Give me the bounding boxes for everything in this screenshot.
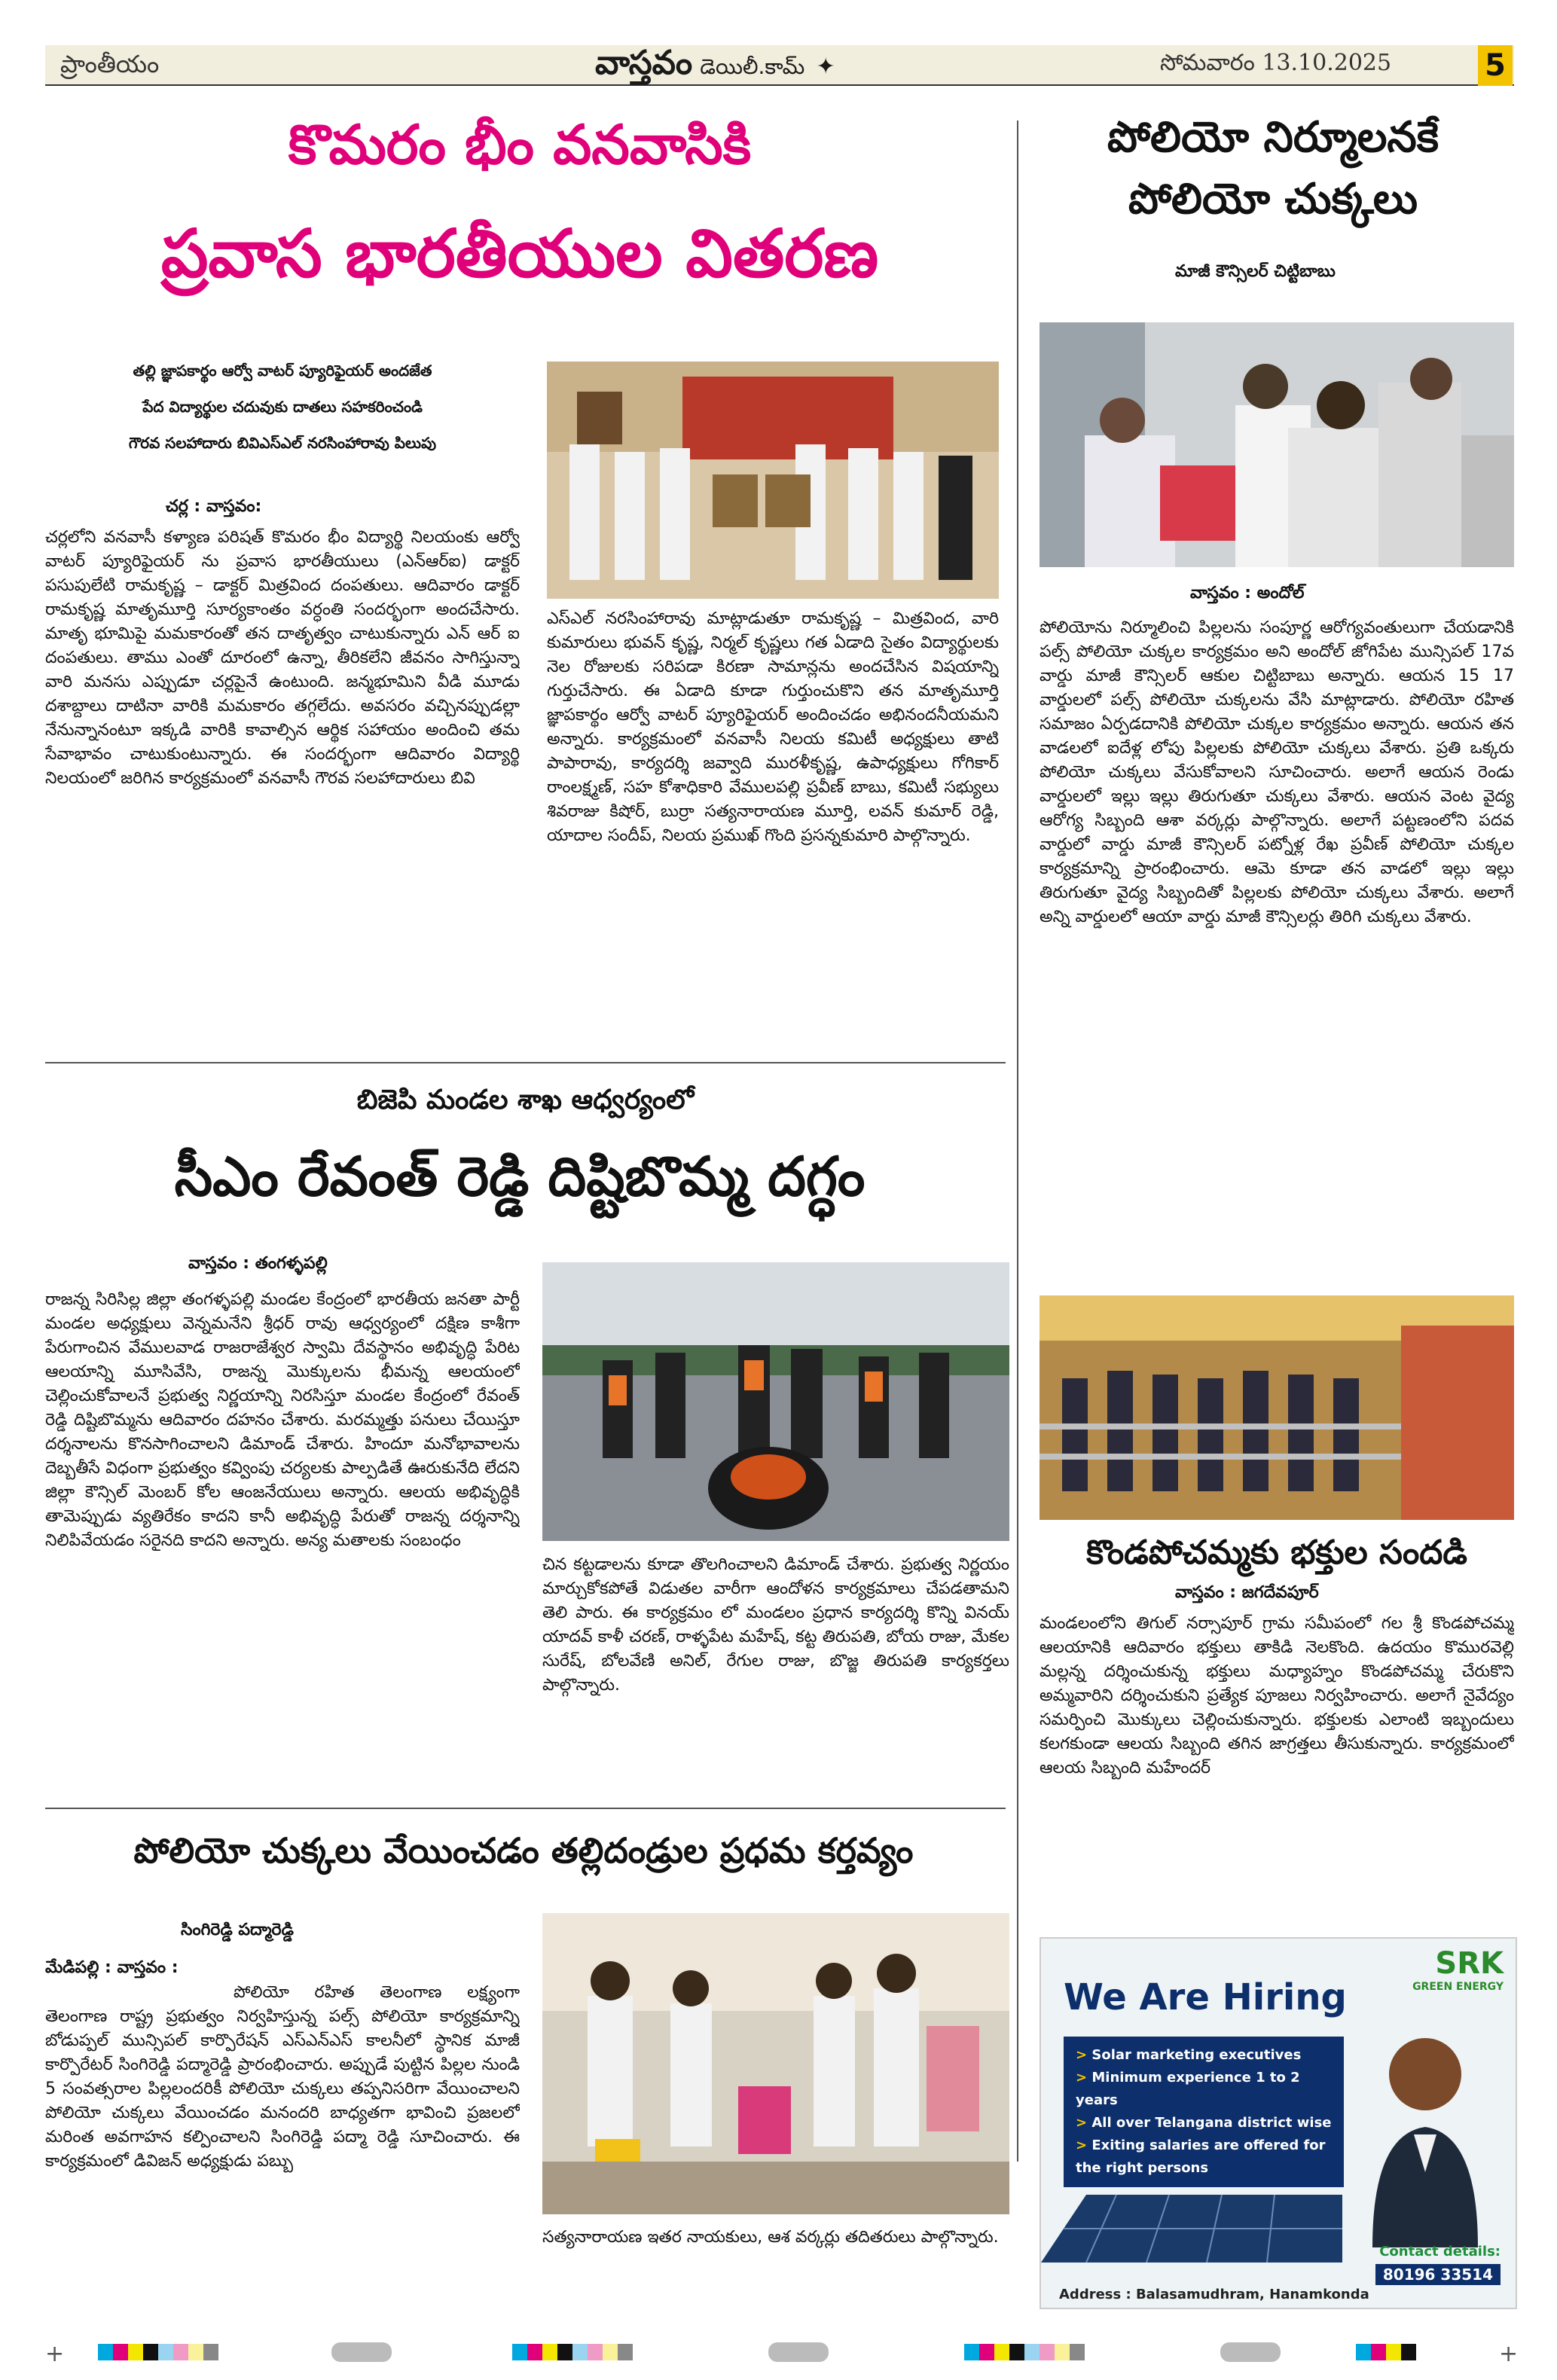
- vanavasi-col-2: ఎస్ఎల్ నరసింహారావు మాట్లాడుతూ రామకృష్ణ – మిత్రవింద, వారి కుమారులు భువన్ కృష్ణ, నిర్మల్ కృష్ణలు గత ఏడాది సైతం విద్యార్థులకు నెల రోజులకు సరిపడా కిరణా సామాన్లను అందచేసిన విషయాన్ని గుర్తుచేసారు. ఈ ఏడాది కూడా గుర్తుంచుకొని తన మాతృమూర్తి జ్ఞాపకార్థం ఆర్వో వాటర్ ప్యూరిఫైయర్ అందించడం అభినందనీయమని అన్నారు. కార్యక్రమంలో వనవాసీ నిలయ కమిటీ అధ్యక్షులు తాటి పాపారావు, కార్యదర్శి జవ్వాది మురళీకృష్ణ, ఉపాధ్యక్షులు గోగికార్ రాంలక్ష్మణ్, సహ కోశాధికారి వేములపల్లి ప్రవీణ్ బాబు, కమిటీ సభ్యులు శివరాజు కిషోర్, బుర్రా సత్యనారాయణ మూర్తి, లవన్ కుమార్ రెడ్డి, యాదాల సందీప్, నిలయ ప్రముఖ్ గొంది ప్రసన్నకుమారి పాల్గొన్నారు.: [547, 609, 999, 845]
- bjp-col-2: చిన కట్టడాలను కూడా తొలగించాలని డిమాండ్ చేశారు. ప్రభుత్వ నిర్ణయం మార్చుకోకపోతే విడుతల వారీగా ఆందోళన కార్యక్రమాలు చేపడతామని తెలి పారు. ఈ కార్యక్రమం లో మండలం ప్రధాన కార్యదర్శి కొన్ని వినయ్ యాదవ్ కాళీ చరణ్, రాళ్ళపేట మహేష్, కట్ట తిరుపతి, బోయ రాజు, మేకల సురేష్, బోలవేణి అనిల్, రేగుల రాజు, బొజ్జ తిరుపతి కార్యకర్తలు పాల్గొన్నారు.: [542, 1555, 1009, 1695]
- polio2-dateline: మేడిపల్లి : వాస్తవం :: [45, 1958, 179, 1977]
- ad-bullet: > Minimum experience 1 to 2 years: [1076, 2067, 1332, 2112]
- bjp-kicker: బిజెపి మండల శాఖ ఆధ్వర్యంలో: [356, 1085, 695, 1115]
- polio1-photo: [1040, 322, 1514, 567]
- polio2-col-2: సత్యనారాయణ ఇతర నాయకులు, ఆశ వర్కర్లు తదితరులు పాల్గొన్నారు.: [542, 2228, 999, 2247]
- polio1-byline: మాజీ కౌన్సిలర్ చిట్టిబాబు: [1175, 262, 1336, 281]
- srk-logo: [1412, 1946, 1504, 1993]
- kondapochamma-dateline: వాస్తవం : జగదేవపూర్: [1175, 1583, 1319, 1602]
- kondapochamma-body: మండలంలోని తిగుల్ నర్సాపూర్ గ్రామ సమీపంలో గల శ్రీ కొండపోచమ్మ ఆలయానికి ఆదివారం భక్తులు తాకిడి నెలకొంది. ఉదయం కొమురవెల్లి మల్లన్న దర్శించుకున్న భక్తులు మధ్యాహ్నం కొండపోచమ్మ చేరుకొని అమ్మవారిని దర్శించుకుని ప్రత్యేక పూజలు నిర్వహించారు. అలాగే నైవేద్యం సమర్పించి మొక్కులు చెల్లించుకున్నారు. భక్తులకు ఎలాంటి ఇబ్బందులు కలగకుండా ఆలయ సిబ్బంది తగిన జాగ్రత్తలు తీసుకున్నారు. కార్యక్రమంలో ఆలయ సిబ్బంది మహేందర్: [1040, 1614, 1514, 1777]
- vanavasi-headline-2: ప్రవాస భారతీయుల వితరణ: [160, 215, 879, 292]
- polio1-headline-1: పోలియో నిర్మూలనకే: [1107, 113, 1439, 162]
- bird-icon: ✦: [816, 53, 835, 80]
- page-number: 5: [1478, 45, 1513, 86]
- color-bar: [1356, 2344, 1416, 2360]
- kondapochamma-headline: కొండపోచమ్మకు భక్తుల సందడి: [1086, 1533, 1467, 1572]
- hiring-ad: [1040, 1937, 1517, 2309]
- color-bar: [964, 2344, 1085, 2360]
- color-bar: [98, 2344, 218, 2360]
- ad-bullet: > Exiting salaries are offered for the right persons: [1076, 2134, 1332, 2180]
- bjp-headline: సీఎం రేవంత్ రెడ్డి దిష్టిబొమ్మ దగ్ధం: [174, 1145, 866, 1208]
- bjp-photo: [542, 1262, 1009, 1541]
- ad-bullets: [1064, 2037, 1344, 2187]
- srk-brand: SRK: [1435, 1946, 1504, 1981]
- polio2-photo: [542, 1913, 1009, 2214]
- gray-bar: [768, 2342, 829, 2362]
- section-divider: [45, 1062, 1006, 1063]
- ad-address: Address : Balasamudhram, Hanamkonda: [1059, 2287, 1369, 2302]
- vanavasi-sub-1: తల్లి జ్ఞాపకార్థం ఆర్వో వాటర్ ప్యూరిఫైయర్ అందజేత: [133, 362, 432, 380]
- temple-photo: [1040, 1295, 1514, 1520]
- section-label: ప్రాంతీయం: [60, 50, 160, 78]
- polio1-body: పోలియోను నిర్మూలించి పిల్లలను సంపూర్ణ ఆరోగ్యవంతులుగా చేయడానికి పల్స్ పోలియో చుక్కల కార్యక్రమం అని అందోల్ జోగిపేట మున్సిపల్ 17వ వార్డు మాజీ కౌన్సిలర్ ఆకుల చిట్టిబాబు అన్నారు. ఆయన 15 17 వార్డులలో పల్స్ పోలియో చుక్కలను వేసి మాట్లాడారు. పోలియో రహిత సమాజం ఏర్పడదానికి పోలియో చుక్కల కార్యక్రమం అన్నారు. ఆయన తన వాడలలో ఐదేళ్ల లోపు పిల్లలకు పోలియో చుక్కలు వేశారు. ప్రతి ఒక్కరు పోలియో చుక్కలు వేసుకోవాలని సూచించారు. అలాగే ఆయన రెండు వార్డులలో ఇల్లు ఇల్లు తిరుగుతూ చుక్కలు వేశారు. ఆయన వెంట వైద్య ఆరోగ్య సిబ్బంది ఆశా వర్కర్లు పాల్గొన్నారు. అలాగే పట్టణంలోని పదవ వార్డులో వార్డు మాజీ కౌన్సిలర్ పట్నోళ్ల రేఖ ప్రవీణ్ పోలియో చుక్కల కార్యక్రమాన్ని ప్రారంభించారు. ఆమె కూడా తన వాడలో ఇల్లు ఇల్లు తిరుగుతూ వైద్య సిబ్బందితో పిల్లలకు పోలియో చుక్కలు వేశారు. అలాగే అన్ని వార్డులలో ఆయా వార్డు మాజీ కౌన్సిలర్లు తిరిగి చుక్కలు వేశారు.: [1040, 618, 1514, 926]
- gray-bar: [1220, 2342, 1281, 2362]
- ad-phone: 80196 33514: [1375, 2264, 1501, 2285]
- polio1-headline-2: పోలియో చుక్కలు: [1128, 175, 1418, 224]
- vanavasi-dateline: చర్ల : వాస్తవం:: [166, 497, 262, 516]
- polio1-dateline: వాస్తవం : అందోల్: [1190, 584, 1305, 603]
- registration-mark: +: [45, 2341, 65, 2367]
- srk-brand-sub: GREEN ENERGY: [1412, 1981, 1504, 1993]
- ad-contact-label: Contact details:: [1379, 2244, 1501, 2259]
- ad-person-illustration: [1342, 2021, 1508, 2250]
- masthead: [595, 44, 835, 90]
- bjp-col-1: రాజన్న సిరిసిల్ల జిల్లా తంగళ్ళపల్లి మండల కేంద్రంలో భారతీయ జనతా పార్టీ మండల అధ్యక్షులు వెన్నమనేని శ్రీధర్ రావు ఆధ్వర్యంలో దక్షిణ కాశీగా పేరుగాంచిన వేములవాడ రాజరాజేశ్వర స్వామి దేవస్థానం అభివృద్ధి పేరిట ఆలయాన్ని మూసివేసి, రాజన్న మొక్కులను భీమన్న ఆలయంలో చెల్లించుకోవాలనే ప్రభుత్వ నిర్ణయాన్ని నిరసిస్తూ మండల కేంద్రంలో రేవంత్ రెడ్డి దిష్టిబొమ్మను ఆదివారం దహనం చేశారు. మరమ్మత్తు పనులు చేయిస్తూ దర్శనాలను కొనసాగించాలని డిమాండ్ చేశారు. హిందూ మనోభావాలను దెబ్బతీసే విధంగా ప్రభుత్వం కవ్వింపు చర్యలకు పాల్పడితే ఊరుకునేది లేదని జిల్లా కౌన్సిల్ మెంబర్ కోల ఆంజనేయులు అన్నారు. ఆలయ అభివృద్ధికి తామెప్పుడు వ్యతిరేకం కాదని కానీ అభివృద్ధి పేరుతో రాజన్న దర్శనాన్ని నిలిపివేయడం సరైనది కాదని అన్నారు. అన్య మతాలకు సంబంధం: [45, 1290, 520, 1550]
- column-divider: [1017, 121, 1018, 2162]
- ad-bullet: > Solar marketing executives: [1076, 2044, 1332, 2067]
- registration-mark: +: [1499, 2341, 1519, 2367]
- polio2-col-1: పోలియో రహిత తెలంగాణ లక్ష్యంగా తెలంగాణ రాష్ట్ర ప్రభుత్వం నిర్వహిస్తున్న పల్స్ పోలియో కార్యక్రమాన్ని బోడుప్పల్ మున్సిపల్ కార్పొరేషన్ ఎస్ఎన్ఎస్ కాలనీలో స్థానిక మాజీ కార్పొరేటర్ సింగిరెడ్డి పద్మారెడ్డి ప్రారంభించారు. అప్పుడే పుట్టిన పిల్లల నుండి 5 సంవత్సరాల పిల్లలందరికీ పోలియో చుక్కలు తప్పనిసరిగా వేయించాలని పోలియో చుక్కలు వేయించడం మనందరి బాధ్యతగా భావించి ప్రజలలో మరింత అవగాహన కల్పించాలని సింగిరెడ్డి పద్మా రెడ్డి సూచించారు. ఈ కార్యక్రమంలో డివిజన్ అధ్యక్షుడు పబ్బు: [45, 1983, 520, 2171]
- vanavasi-sub-3: గౌరవ సలహాదారు బివిఎస్ఎల్ నరసింహారావు పిలుపు: [128, 434, 437, 452]
- vanavasi-col-1: చర్లలోని వనవాసీ కళ్యాణ పరిషత్ కొమరం భీం విద్యార్థి నిలయంకు ఆర్వో వాటర్ ప్యూరిఫైయర్ ను ప్రవాస భారతీయులు (ఎన్ఆర్ఐ) డాక్టర్ పసుపులేటి రామకృష్ణ – డాక్టర్ మిత్రవింద దంపతులు. ఆదివారం డాక్టర్ రామకృష్ణ మాతృమూర్తి సూర్యకాంతం వర్ధంతి సందర్భంగా అందచేసారు. మాతృ భూమిపై మమకారంతో తన దాతృత్వం చాటుకున్నారు ఎన్ ఆర్ ఐ దంపతులు. తాము ఎంతో దూరంలో ఉన్నా, తీరికలేని జీవనం సాగిస్తున్నా వారి మనసు ఎప్పుడూ చర్లపైనే ఉంటుంది. జన్మభూమిని వీడి మూడు దశాబ్దాలు దాటినా వారికి మమకారం తగ్గలేదు. అవసరం వచ్చినప్పుడల్లా నేనున్నానంటూ ఇక్కడి వారికి కావాల్సిన ఆర్థిక సహాయం అందించి తమ సేవాభావం చాటుకుంటున్నారు. ఈ సందర్భంగా ఆదివారం విద్యార్థి నిలయంలో జరిగిన కార్యక్రమంలో వనవాసీ గౌరవ సలహాదారులు బివి: [45, 528, 520, 788]
- polio2-byline: సింగిరెడ్డి పద్మారెడ్డి: [181, 1921, 294, 1939]
- ad-bullet: > All over Telangana district wise: [1076, 2112, 1332, 2134]
- solar-panels-illustration: [1041, 2187, 1342, 2263]
- bjp-dateline: వాస్తవం : తంగళ్ళపల్లి: [188, 1254, 328, 1273]
- polio2-headline: పోలియో చుక్కలు వేయించడం తల్లిదండ్రుల ప్రధమ కర్తవ్యం: [133, 1830, 914, 1871]
- masthead-title: వాస్తవం: [595, 44, 693, 82]
- issue-date: సోమవారం 13.10.2025: [1160, 50, 1392, 76]
- vanavasi-photo: [547, 362, 999, 599]
- section-divider-2: [45, 1808, 1006, 1809]
- gray-bar: [331, 2342, 392, 2362]
- ad-headline: We Are Hiring: [1064, 1976, 1347, 2018]
- vanavasi-headline-1: కొమరం భీం వనవాసికి: [288, 113, 752, 176]
- vanavasi-sub-2: పేద విద్యార్థుల చదువుకు దాతలు సహకరించండి: [142, 398, 423, 416]
- color-bar: [512, 2344, 633, 2360]
- masthead-sub: డెయిలీ.కామ్: [700, 54, 805, 79]
